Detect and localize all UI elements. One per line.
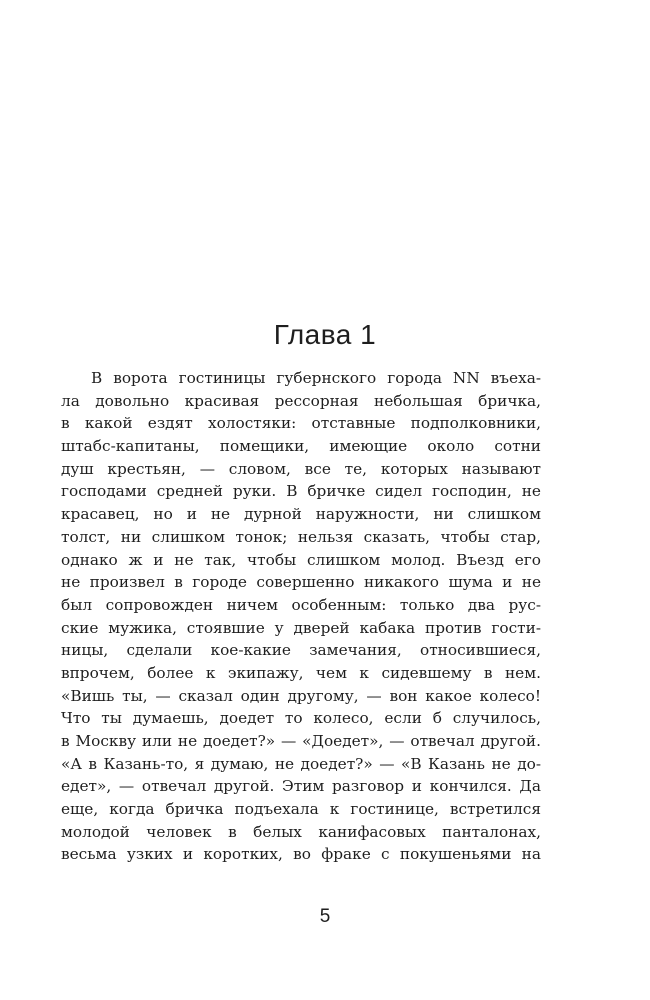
text-line: душ крестьян, — словом, все те, которых называют	[61, 459, 541, 478]
text-line: едет», — отвечал другой. Этим разговор и кончился. Да	[61, 777, 541, 796]
text-line: был сопровожден ничем особенным: только два рус-	[61, 595, 541, 614]
body-paragraph	[61, 367, 541, 866]
text-line: господами средней руки. В бричке сидел господин, не	[61, 482, 541, 501]
text-line: молодой человек в белых канифасовых панталонах,	[61, 822, 541, 841]
text-line: «А в Казань-то, я думаю, не доедет?» — «В Казань не до-	[61, 754, 541, 773]
text-line: не произвел в городе совершенно никакого шума и не	[61, 573, 541, 592]
text-line: еще, когда бричка подъехала к гостинице, встретился	[61, 800, 541, 819]
text-line: ницы, сделали кое-какие замечания, относившиеся,	[61, 641, 541, 660]
text-line: однако ж и не так, чтобы слишком молод. Въезд его	[61, 550, 541, 569]
text-line: толст, ни слишком тонок; нельзя сказать, чтобы стар,	[61, 527, 541, 546]
text-line: впрочем, более к экипажу, чем к сидевшему в нем.	[61, 663, 541, 682]
text-line: Что ты думаешь, доедет то колесо, если б случилось,	[61, 709, 541, 728]
text-line: ла довольно красивая рессорная небольшая бричка,	[61, 391, 541, 410]
text-line: красавец, но и не дурной наружности, ни слишком	[61, 505, 541, 524]
text-line: штабс-капитаны, помещики, имеющие около сотни	[61, 437, 541, 456]
text-line: весьма узких и коротких, во фраке с покушеньями на	[61, 845, 541, 864]
text-line: В ворота гостиницы губернского города NN въеха-	[91, 369, 541, 387]
text-line: ские мужика, стоявшие у дверей кабака против гости-	[61, 618, 541, 637]
text-line: в Москву или не доедет?» — «Доедет», — отвечал другой.	[61, 732, 541, 750]
text-line: в какой ездят холостяки: отставные подполковники,	[61, 414, 541, 433]
text-line: «Вишь ты, — сказал один другому, — вон какое колесо!	[61, 686, 541, 705]
page-number: 5	[319, 906, 331, 927]
chapter-title: Глава 1	[273, 319, 377, 350]
